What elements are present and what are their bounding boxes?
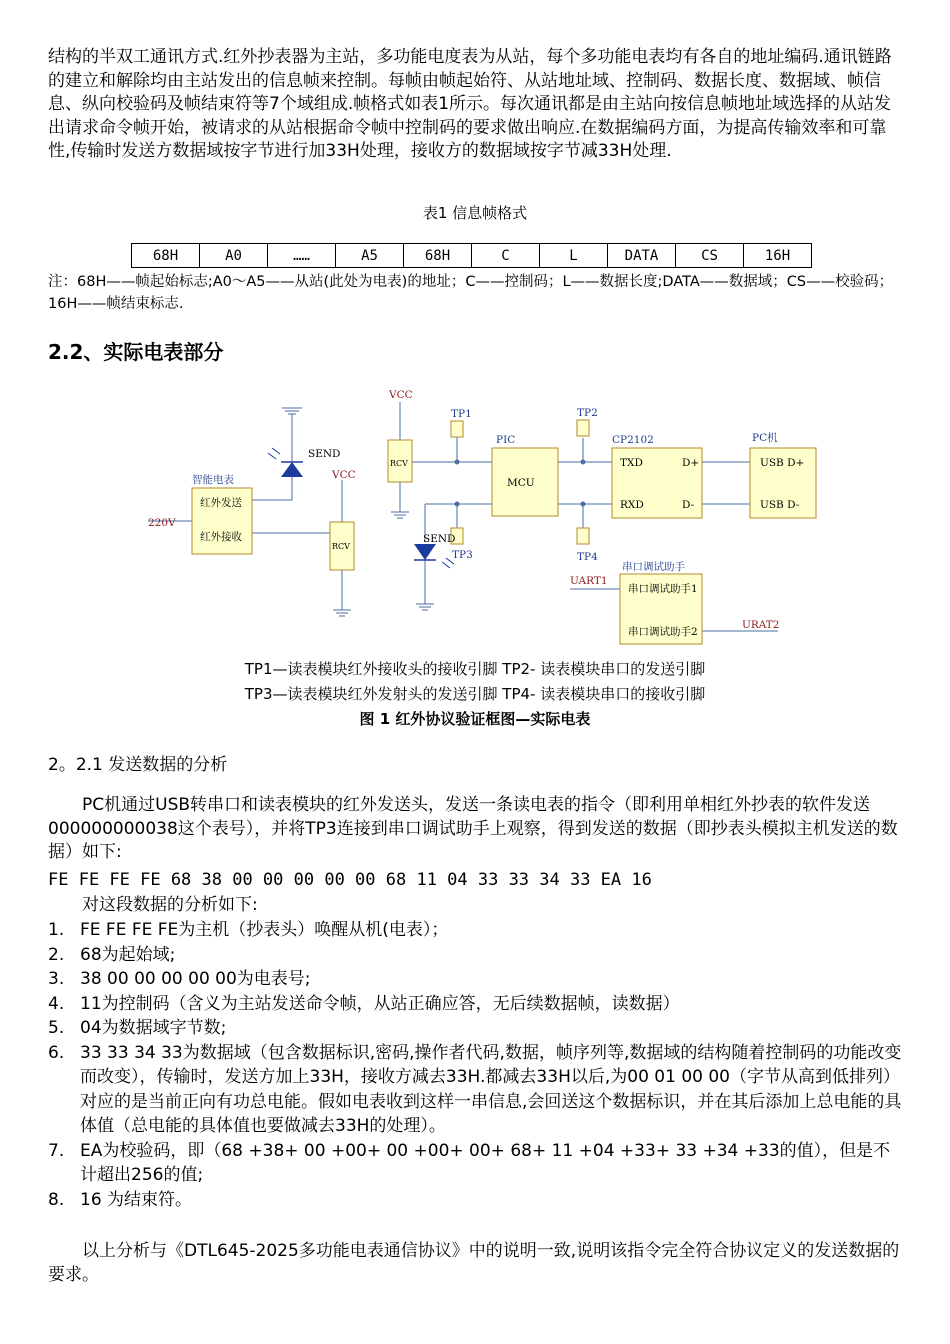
uart1-label: UART1 [570, 575, 608, 587]
vcc1-label: VCC [332, 469, 356, 481]
tp-legend-line-2: TP3—读表模块红外发射头的发送引脚 TP4- 读表模块串口的接收引脚 [244, 685, 706, 703]
ir-send-label: 红外发送 [200, 497, 242, 509]
list-text: 16 为结束符。 [80, 1189, 193, 1210]
usb-dminus-label: USB D- [760, 499, 800, 511]
list-item [48, 992, 906, 1017]
list-text: 33 33 34 33为数据域（包含数据标识,密码,操作者代码,数据，帧序列等,数据域的结构随着控制码的功能改变而改变），传输时，发送方加上33H，接收方减去33H.都减去33H以后,为00 01 00 00（字节从高到低排列）对应的是当前正向有功总电能。假如电表收到这样一串信息,会回送这个数据标识，并在其后添加上总电能的具体值（总电能的具体值也要做减去33H的处理）。 [80, 1042, 902, 1136]
table-cell: A5 [336, 244, 404, 268]
table-cell: 68H [404, 244, 472, 268]
tp-legend-line-1: TP1—读表模块红外接收头的接收引脚 TP2- 读表模块串口的发送引脚 [244, 660, 706, 678]
list-number: 1. [48, 920, 65, 940]
analysis-list [48, 918, 906, 1212]
section-heading: 2.2、实际电表部分 [48, 340, 224, 364]
list-item [48, 1041, 906, 1139]
tp4-label: TP4 [577, 551, 598, 563]
list-text: 11为控制码（含义为主站发送命令帧，从站正确应答，无后续数据帧，读数据） [80, 993, 680, 1014]
list-item [48, 967, 906, 992]
serial-group-label: 串口调试助手 [622, 561, 685, 573]
list-item [48, 918, 906, 943]
send2-label: SEND [423, 533, 456, 545]
table-cell: A0 [200, 244, 268, 268]
body-paragraph-1: PC机通过USB转串口和读表模块的红外发送头，发送一条读电表的指令（即利用单相红外抄表的软件发送000000000038这个表号），并将TP3连接到串口调试助手上观察，得到发送的数据（即抄表头模拟主机发送的数据）如下: [48, 795, 898, 862]
tp3-label: TP3 [452, 549, 473, 561]
serial1-label: 串口调试助手1 [628, 583, 698, 595]
tp2-label: TP2 [577, 407, 598, 419]
list-item [48, 1016, 906, 1041]
list-text: 68为起始域; [80, 944, 176, 965]
dminus-label: D- [682, 499, 695, 511]
body-paragraph-3: 以上分析与《DTL645-2025多功能电表通信协议》中的说明一致,说明该指令完全符合协议定义的发送数据的要求。 [48, 1241, 900, 1285]
list-number: 5. [48, 1018, 65, 1038]
list-number: 7. [48, 1140, 65, 1161]
list-text: FE FE FE FE为主机（抄表头）唤醒从机(电表）； [80, 920, 449, 940]
urat2-label: URAT2 [742, 619, 780, 631]
list-item [48, 943, 906, 968]
figure-caption: 图 1 红外协议验证框图—实际电表 [359, 710, 591, 728]
frame-format-table [131, 243, 812, 268]
list-number: 2. [48, 944, 65, 965]
tp1-label: TP1 [451, 408, 472, 420]
rxd-label: RXD [620, 499, 644, 511]
table-row [132, 244, 812, 268]
body-paragraph-2: 对这段数据的分析如下: [82, 895, 258, 915]
table-cell: CS [676, 244, 744, 268]
list-text: 04为数据域字节数; [80, 1018, 227, 1038]
serial2-label: 串口调试助手2 [628, 626, 698, 638]
circuit-diagram [0, 382, 950, 652]
ir-recv-label: 红外接收 [200, 531, 242, 543]
table-cell: 68H [132, 244, 200, 268]
send1-label: SEND [308, 448, 341, 460]
table-cell: 16H [744, 244, 812, 268]
list-item [48, 1139, 906, 1188]
list-number: 3. [48, 969, 65, 989]
table-note: 注：68H——帧起始标志;A0～A5——从站(此处为电表)的地址；C——控制码；L——数据长度;DATA——数据域；CS——校验码；16H——帧结束标志. [48, 274, 894, 312]
list-item [48, 1188, 906, 1213]
pc-label: PC机 [752, 432, 778, 444]
v220-label: 220V [148, 517, 176, 529]
list-number: 4. [48, 993, 65, 1014]
rcv2-label: RCV [390, 459, 408, 468]
dplus-label: D+ [682, 457, 700, 469]
list-text: 38 00 00 00 00 00为电表号; [80, 969, 311, 989]
table-cell: C [472, 244, 540, 268]
pic-label: PIC [496, 434, 516, 446]
table-cell: …… [268, 244, 336, 268]
usb-dplus-label: USB D+ [760, 457, 805, 469]
intro-paragraph: 结构的半双工通讯方式.红外抄表器为主站，多功能电度表为从站，每个多功能电表均有各自的地址编码.通讯链路的建立和解除均由主站发出的信息帧来控制。每帧由帧起始符、从站地址域、控制码、数据长度、数据域、帧信息、纵向校验码及帧结束符等7个域组成.帧格式如表1所示。每次通讯都是由主站向按信息帧地址域选择的从站发出请求命令帧开始，被请求的从站根据命令帧中控制码的要求做出响应.在数据编码方面，为提高传输效率和可靠性,传输时发送方数据域按字节进行加33H处理，接收方的数据域按字节减33H处理. [48, 47, 892, 161]
rcv1-label: RCV [332, 542, 350, 551]
list-text: EA为校验码，即（68 +38+ 00 +00+ 00 +00+ 00+ 68+ 11 +04 +33+ 33 +34 +33的值），但是不计超出256的值; [80, 1140, 891, 1185]
hex-data: FE FE FE FE 68 38 00 00 00 00 00 68 11 04 33 33 34 33 EA 16 [48, 870, 652, 890]
list-number: 6. [48, 1042, 65, 1063]
vcc2-label: VCC [389, 389, 413, 401]
table-cell: DATA [608, 244, 676, 268]
table-cell: L [540, 244, 608, 268]
mcu-label: MCU [507, 477, 535, 489]
subsection-heading: 2。2.1 发送数据的分析 [48, 755, 228, 775]
smart-meter-label: 智能电表 [192, 474, 234, 486]
table-caption: 表1 信息帧格式 [422, 204, 528, 222]
cp2102-label: CP2102 [612, 434, 654, 446]
list-number: 8. [48, 1189, 65, 1210]
txd-label: TXD [620, 457, 643, 469]
